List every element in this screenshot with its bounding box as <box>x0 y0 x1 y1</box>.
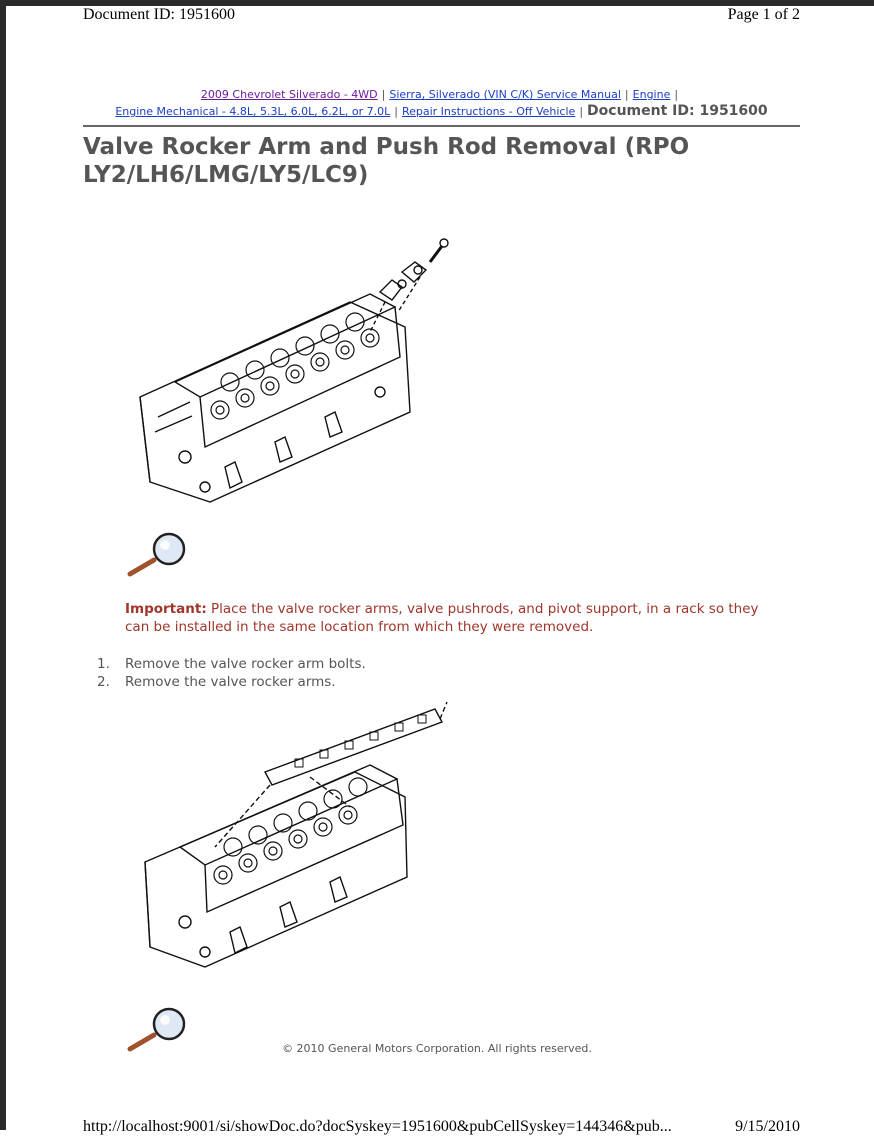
copyright-notice: © 2010 General Motors Corporation. All rights reserved. <box>282 1042 592 1055</box>
breadcrumb-separator: | <box>674 88 679 101</box>
list-item <box>97 655 366 673</box>
breadcrumb-link-manual[interactable]: Sierra, Silverado (VIN C/K) Service Manual <box>389 88 621 101</box>
breadcrumb-link-repair-instructions[interactable]: Repair Instructions - Off Vehicle <box>401 105 576 118</box>
print-header-page: Page 1 of 2 <box>727 6 800 23</box>
step-number: 1. <box>97 656 110 672</box>
important-label: Important: <box>125 601 207 617</box>
window-left-border <box>0 0 6 1130</box>
breadcrumb-separator: | <box>394 105 398 118</box>
print-footer-date: 9/15/2010 <box>735 1118 800 1135</box>
breadcrumb-document-id: Document ID: 1951600 <box>587 103 768 119</box>
step-number: 2. <box>97 674 110 690</box>
magnifier-icon[interactable] <box>124 530 190 580</box>
breadcrumb-separator: | <box>381 88 386 101</box>
rocker-arm-bolt-illustration[interactable] <box>130 232 460 514</box>
step-list <box>97 655 366 691</box>
breadcrumb-link-vehicle[interactable]: 2009 Chevrolet Silverado - 4WD <box>200 88 378 101</box>
breadcrumb-link-engine[interactable]: Engine <box>632 88 671 101</box>
important-note <box>125 600 785 636</box>
breadcrumb-link-engine-mechanical[interactable]: Engine Mechanical - 4.8L, 5.3L, 6.0L, 6.2L, or 7.0L <box>115 105 391 118</box>
breadcrumb-separator: | <box>579 105 584 118</box>
step-text: Remove the valve rocker arm bolts. <box>125 656 366 672</box>
header-divider <box>83 125 800 127</box>
step-text: Remove the valve rocker arms. <box>125 674 336 690</box>
breadcrumb-separator: | <box>624 88 629 101</box>
print-footer-url: http://localhost:9001/si/showDoc.do?docSyskey=1951600&pubCellSyskey=144346&pub... <box>83 1118 672 1135</box>
list-item <box>97 673 366 691</box>
breadcrumb <box>83 86 800 120</box>
rocker-arm-support-illustration[interactable] <box>135 697 460 982</box>
important-text: Place the valve rocker arms, valve pushrods, and pivot support, in a rack so they can be installed in the same location from which they were removed. <box>125 601 759 635</box>
print-header-doc-id: Document ID: 1951600 <box>83 6 235 23</box>
page-title: Valve Rocker Arm and Push Rod Removal (RPO LY2/LH6/LMG/LY5/LC9) <box>83 134 690 188</box>
